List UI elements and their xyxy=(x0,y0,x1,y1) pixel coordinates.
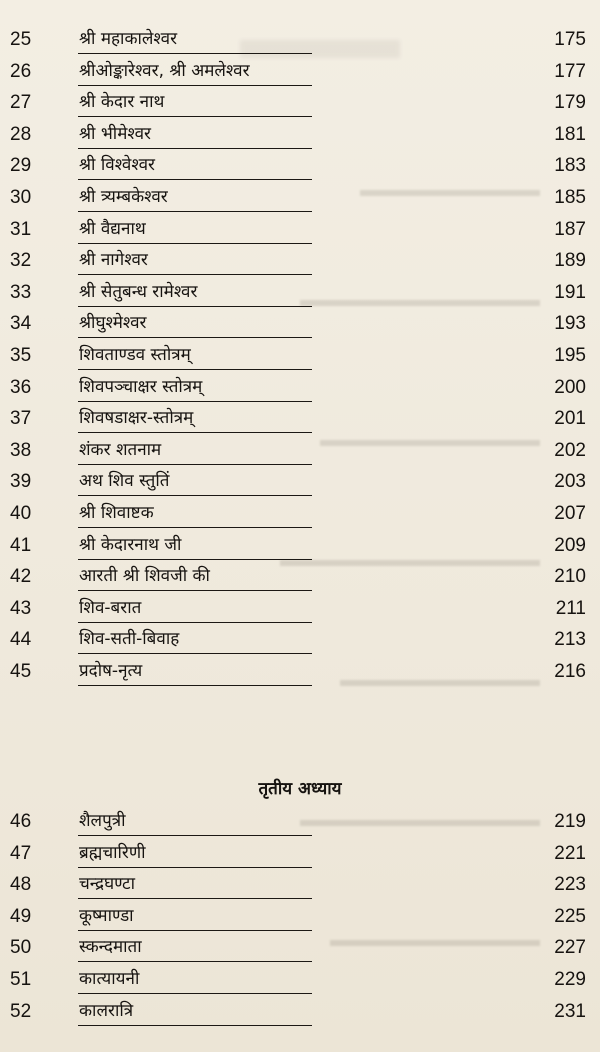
entry-page-number: 203 xyxy=(554,471,586,493)
entry-page-number: 207 xyxy=(554,503,586,524)
entry-page-number: 229 xyxy=(554,969,586,990)
title-underline xyxy=(78,685,312,686)
entry-title: शिवपञ्चाक्षर स्तोत्रम् xyxy=(79,376,203,397)
entry-page-number: 223 xyxy=(554,874,586,896)
title-underline xyxy=(78,274,312,275)
entry-number: 36 xyxy=(10,376,32,398)
toc-entry xyxy=(0,372,600,403)
toc-entry xyxy=(0,869,600,900)
toc-entry xyxy=(0,964,600,995)
entry-page-number: 187 xyxy=(554,218,586,240)
entry-page-number: 189 xyxy=(554,250,586,272)
entry-title: कात्यायनी xyxy=(79,969,140,989)
entry-title: श्री नागेश्वर xyxy=(79,250,148,271)
section-heading: तृतीय अध्याय xyxy=(258,779,342,799)
entry-page-number: 201 xyxy=(554,408,586,430)
entry-number: 42 xyxy=(10,566,32,588)
title-underline xyxy=(78,401,312,402)
toc-entry xyxy=(0,624,600,655)
entry-title: शंकर शतनाम xyxy=(79,439,162,460)
title-underline xyxy=(78,243,312,244)
entry-number: 46 xyxy=(10,811,32,832)
entry-number: 45 xyxy=(10,661,32,682)
entry-title: शिव-बरात xyxy=(79,597,142,618)
toc-entry xyxy=(0,806,600,837)
entry-page-number: 209 xyxy=(554,534,586,556)
title-underline xyxy=(78,306,312,307)
entry-number: 49 xyxy=(10,905,32,927)
entry-page-number: 185 xyxy=(554,187,586,208)
toc-entry xyxy=(0,56,600,87)
title-underline xyxy=(78,495,312,496)
entry-number: 32 xyxy=(10,250,32,272)
entry-number: 34 xyxy=(10,313,32,335)
entry-page-number: 179 xyxy=(554,92,586,114)
toc-entry xyxy=(0,901,600,932)
title-underline xyxy=(78,432,312,433)
toc-entry xyxy=(0,182,600,213)
toc-entry xyxy=(0,403,600,434)
toc-entry xyxy=(0,656,600,687)
entry-title: श्री वैद्यनाथ xyxy=(79,218,146,239)
entry-title: ब्रह्मचारिणी xyxy=(79,842,146,863)
title-underline xyxy=(78,116,312,117)
title-underline xyxy=(78,148,312,149)
entry-number: 29 xyxy=(10,155,32,177)
entry-page-number: 219 xyxy=(554,811,586,832)
title-underline xyxy=(78,527,312,528)
toc-entry xyxy=(0,435,600,466)
toc-entry xyxy=(0,530,600,561)
entry-title: शिवताण्डव स्तोत्रम् xyxy=(79,345,191,365)
entry-number: 41 xyxy=(10,534,32,556)
entry-page-number: 225 xyxy=(554,905,586,927)
entry-page-number: 221 xyxy=(554,842,586,864)
entry-page-number: 191 xyxy=(554,281,586,303)
entry-title: अथ शिव स्तुतिं xyxy=(79,471,170,492)
title-underline xyxy=(78,590,312,591)
entry-title: चन्द्रघण्टा xyxy=(79,874,135,895)
toc-entry xyxy=(0,245,600,276)
entry-page-number: 202 xyxy=(554,439,586,461)
entry-number: 37 xyxy=(10,408,32,430)
entry-number: 28 xyxy=(10,123,32,145)
toc-entry xyxy=(0,119,600,150)
toc-entry xyxy=(0,277,600,308)
entry-number: 47 xyxy=(10,842,32,864)
title-underline xyxy=(78,211,312,212)
toc-entry xyxy=(0,466,600,497)
toc-entry xyxy=(0,308,600,339)
entry-page-number: 181 xyxy=(554,123,586,145)
entry-page-number: 183 xyxy=(554,155,586,177)
entry-number: 33 xyxy=(10,281,32,303)
title-underline xyxy=(78,653,312,654)
title-underline xyxy=(78,369,312,370)
entry-number: 44 xyxy=(10,629,32,651)
entry-page-number: 210 xyxy=(554,566,586,588)
entry-page-number: 193 xyxy=(554,313,586,335)
entry-number: 27 xyxy=(10,92,32,114)
entry-title: श्री सेतुबन्ध रामेश्वर xyxy=(79,281,198,302)
entry-title: श्री भीमेश्वर xyxy=(79,123,151,144)
entry-number: 50 xyxy=(10,937,32,959)
entry-number: 52 xyxy=(10,1000,32,1022)
toc-entry xyxy=(0,87,600,118)
entry-title: श्री केदार नाथ xyxy=(79,92,165,113)
entry-title: प्रदोष-नृत्य xyxy=(79,661,143,681)
entry-page-number: 213 xyxy=(554,629,586,651)
entry-title: श्री केदारनाथ जी xyxy=(79,534,182,555)
entry-title: कूष्माण्डा xyxy=(79,905,134,926)
toc-entry xyxy=(0,932,600,963)
entry-title: शिव-सती-बिवाह xyxy=(79,629,180,650)
entry-number: 31 xyxy=(10,218,32,240)
title-underline xyxy=(78,337,312,338)
title-underline xyxy=(78,559,312,560)
entry-title: श्रीघुश्मेश्वर xyxy=(79,313,147,334)
entry-number: 35 xyxy=(10,345,32,366)
entry-page-number: 227 xyxy=(554,937,586,959)
entry-number: 40 xyxy=(10,503,32,524)
entry-page-number: 231 xyxy=(554,1000,586,1022)
entry-title: स्कन्दमाता xyxy=(79,937,142,958)
title-underline xyxy=(78,622,312,623)
toc-entry xyxy=(0,996,600,1027)
title-underline xyxy=(78,53,312,54)
entry-number: 39 xyxy=(10,471,32,493)
toc-entry xyxy=(0,593,600,624)
entry-number: 48 xyxy=(10,874,32,896)
entry-title: शिवषडाक्षर-स्तोत्रम् xyxy=(79,408,194,429)
toc-entry xyxy=(0,498,600,529)
entry-title: श्रीओङ्कारेश्वर, श्री अमलेश्वर xyxy=(79,60,250,81)
entry-number: 43 xyxy=(10,597,32,619)
toc-entry xyxy=(0,838,600,869)
title-underline xyxy=(78,464,312,465)
toc-entry xyxy=(0,24,600,55)
toc-entry xyxy=(0,340,600,371)
title-underline xyxy=(78,179,312,180)
entry-title: आरती श्री शिवजी की xyxy=(79,566,210,587)
entry-title: श्री शिवाष्टक xyxy=(79,503,154,523)
entry-number: 51 xyxy=(10,969,32,990)
entry-page-number: 177 xyxy=(554,60,586,82)
toc-entry xyxy=(0,150,600,181)
entry-number: 38 xyxy=(10,439,32,461)
entry-page-number: 195 xyxy=(554,345,586,366)
entry-title: कालरात्रि xyxy=(79,1000,134,1021)
entry-title: शैलपुत्री xyxy=(79,811,126,831)
entry-number: 30 xyxy=(10,187,32,208)
entry-page-number: 200 xyxy=(554,376,586,398)
entry-number: 26 xyxy=(10,60,32,82)
toc-entry xyxy=(0,214,600,245)
entry-page-number: 175 xyxy=(554,29,586,50)
toc-entry xyxy=(0,561,600,592)
entry-title: श्री विश्वेश्वर xyxy=(79,155,156,176)
title-underline xyxy=(78,85,312,86)
entry-title: श्री त्र्यम्बकेश्वर xyxy=(79,187,168,207)
entry-number: 25 xyxy=(10,29,32,50)
entry-title: श्री महाकालेश्वर xyxy=(79,29,178,49)
entry-page-number: 211 xyxy=(555,597,586,619)
entry-page-number: 216 xyxy=(554,661,586,682)
